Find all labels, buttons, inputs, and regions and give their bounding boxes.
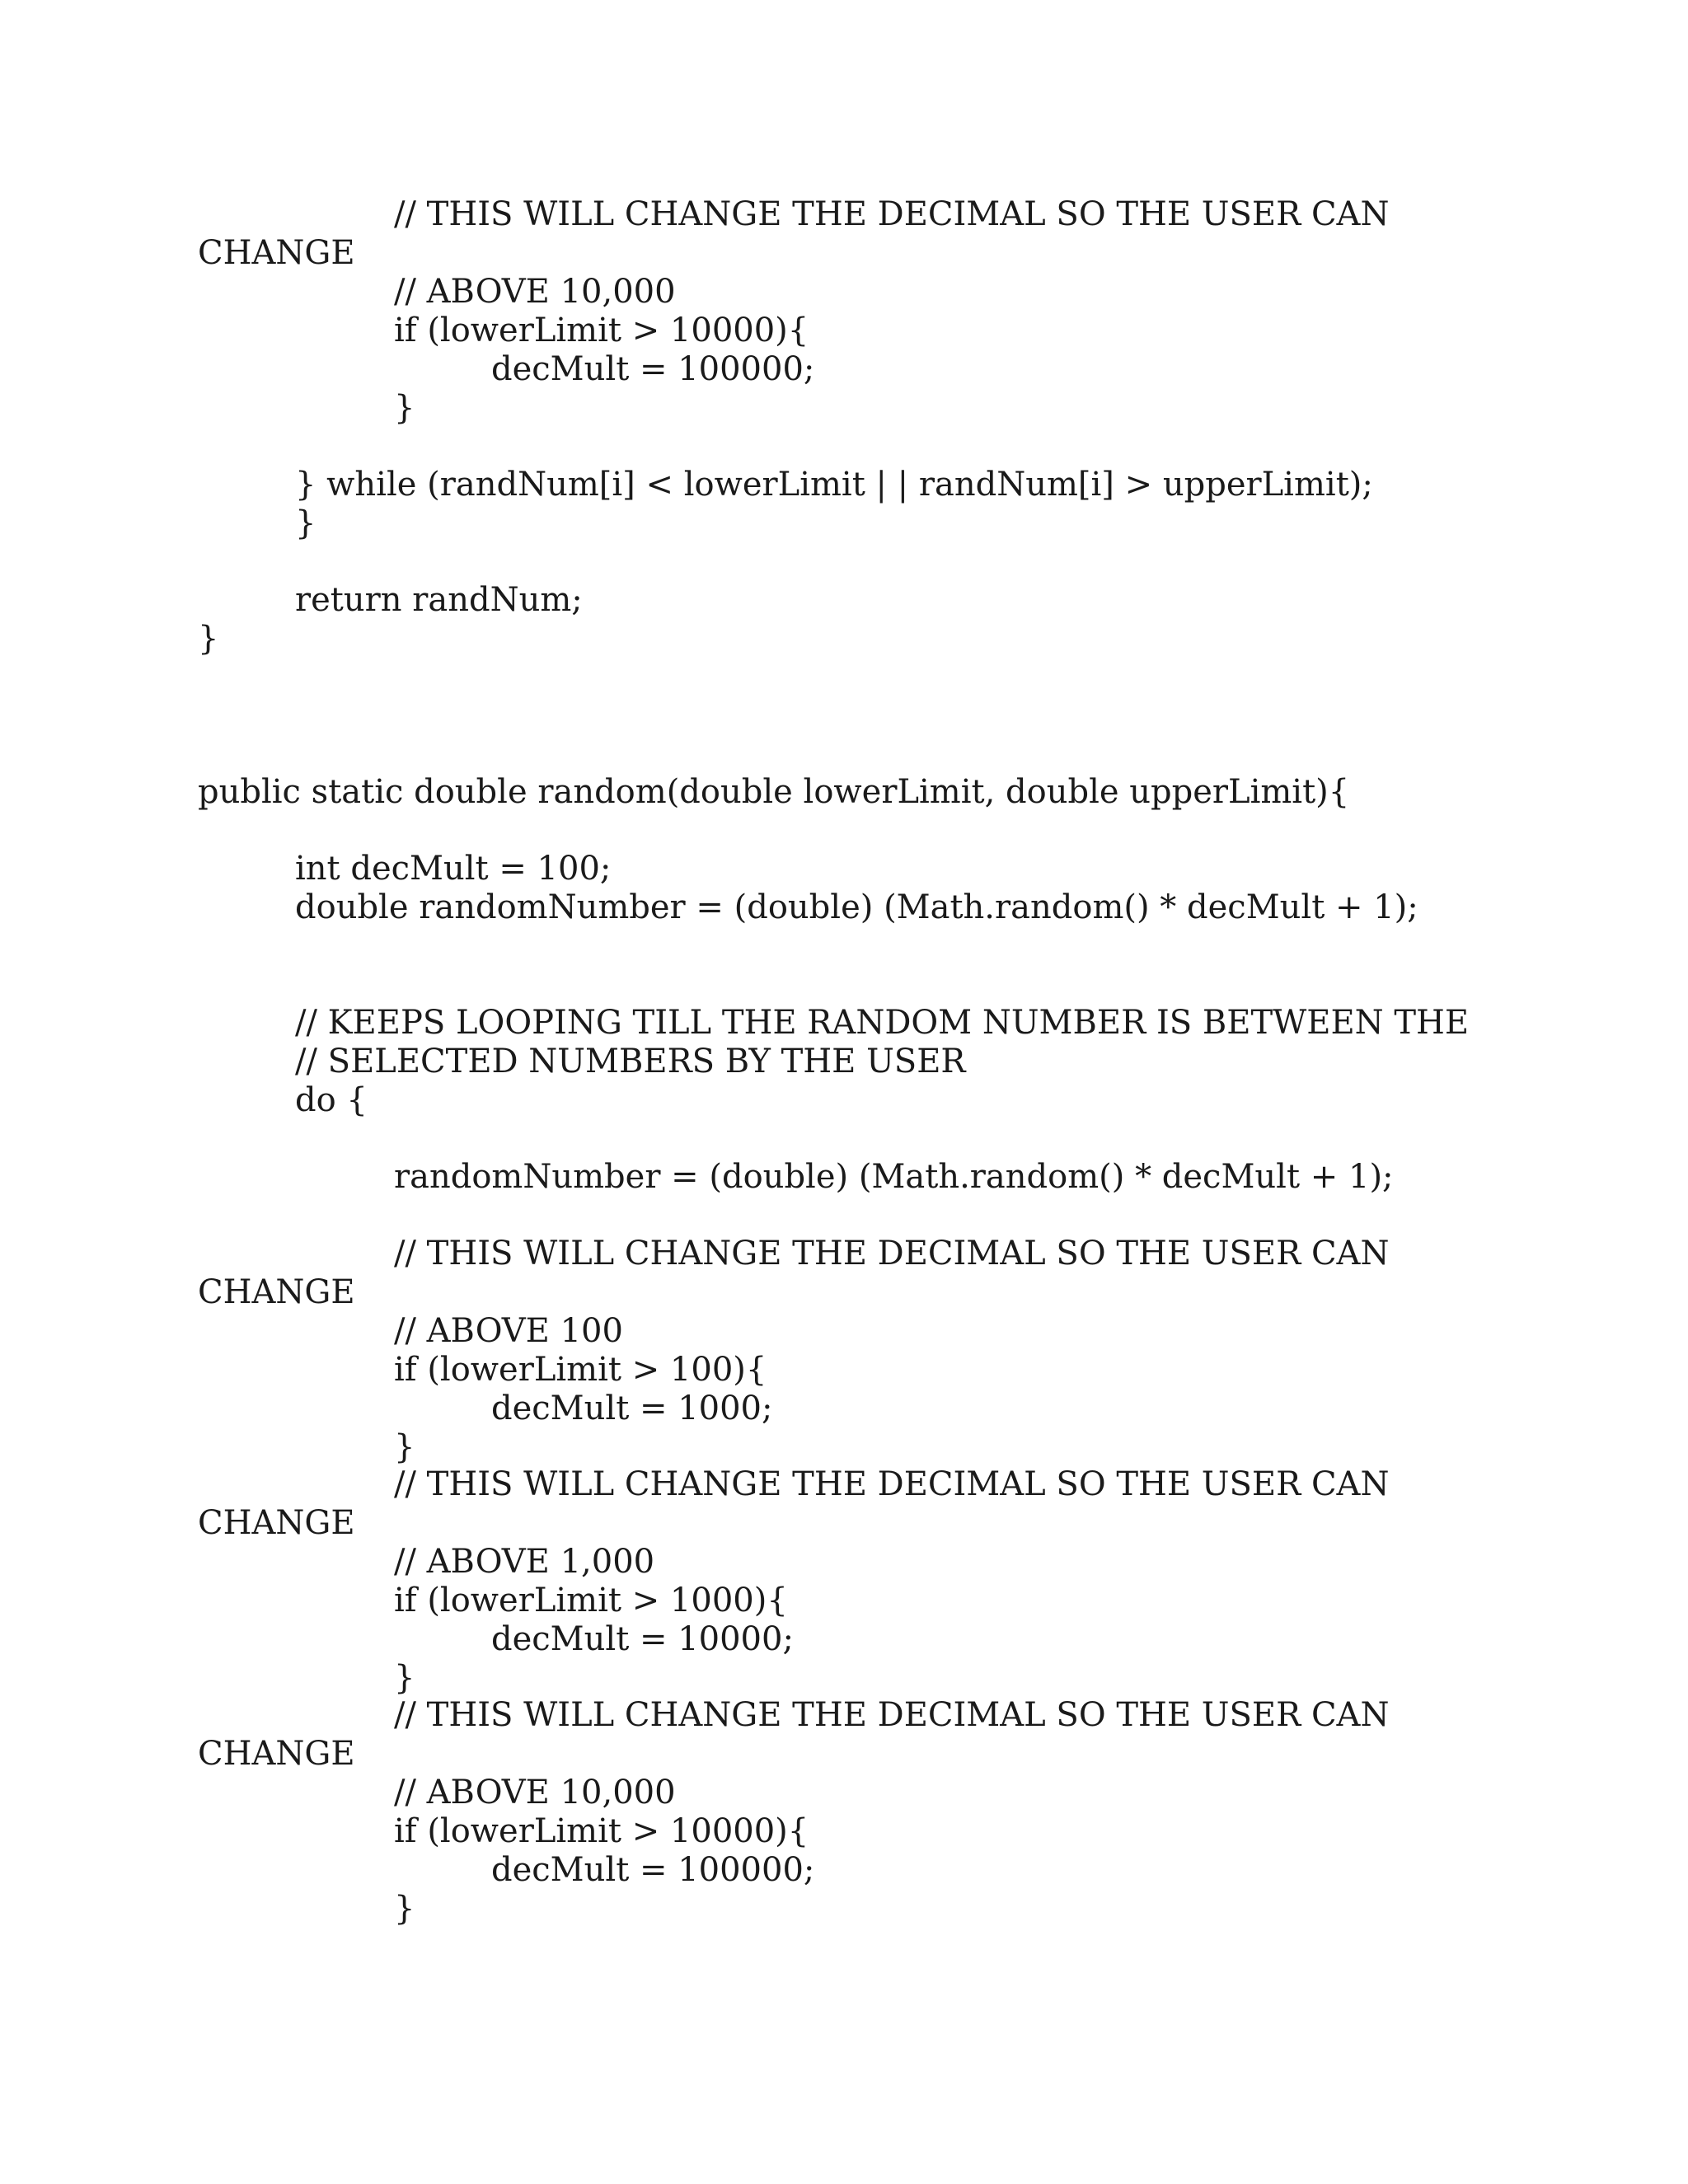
code-line: // ABOVE 10,000 [394, 1774, 676, 1811]
code-line: if (lowerLimit > 100){ [394, 1351, 767, 1389]
code-line: public static double random(double lowerLimit, double upperLimit){ [198, 773, 1350, 811]
code-line: CHANGE [198, 1735, 355, 1773]
code-line: CHANGE [198, 1504, 355, 1542]
code-line: int decMult = 100; [295, 850, 612, 888]
code-line: // ABOVE 100 [394, 1312, 623, 1350]
code-line: // SELECTED NUMBERS BY THE USER [295, 1043, 966, 1080]
code-line: } while (randNum[i] < lowerLimit | | randNum[i] > upperLimit); [295, 466, 1373, 504]
code-line: CHANGE [198, 234, 355, 272]
code-line: CHANGE [198, 1273, 355, 1311]
code-line: if (lowerLimit > 10000){ [394, 1812, 809, 1850]
code-line: decMult = 1000; [491, 1390, 773, 1427]
code-line: } [295, 504, 316, 542]
code-line: decMult = 100000; [491, 350, 815, 388]
code-line: return randNum; [295, 581, 583, 619]
code-line: } [394, 1659, 415, 1697]
code-line: } [394, 1890, 415, 1928]
code-line: // ABOVE 1,000 [394, 1543, 655, 1581]
code-line: // THIS WILL CHANGE THE DECIMAL SO THE USER CAN [394, 195, 1390, 233]
code-line: } [394, 1428, 415, 1466]
code-line: if (lowerLimit > 1000){ [394, 1582, 788, 1619]
code-line: // THIS WILL CHANGE THE DECIMAL SO THE USER CAN [394, 1696, 1390, 1734]
code-line: // ABOVE 10,000 [394, 273, 676, 311]
code-line: if (lowerLimit > 10000){ [394, 312, 809, 349]
code-line: do { [295, 1081, 368, 1119]
code-line: double randomNumber = (double) (Math.random() * decMult + 1); [295, 888, 1418, 926]
code-line: // THIS WILL CHANGE THE DECIMAL SO THE USER CAN [394, 1465, 1390, 1503]
code-line: decMult = 100000; [491, 1851, 815, 1889]
code-line: // KEEPS LOOPING TILL THE RANDOM NUMBER IS BETWEEN THE [295, 1004, 1470, 1042]
code-line: } [198, 620, 219, 658]
code-line: // THIS WILL CHANGE THE DECIMAL SO THE USER CAN [394, 1235, 1390, 1272]
code-line: randomNumber = (double) (Math.random() * decMult + 1); [394, 1158, 1394, 1196]
code-line: decMult = 10000; [491, 1620, 794, 1658]
code-line: } [394, 389, 415, 427]
